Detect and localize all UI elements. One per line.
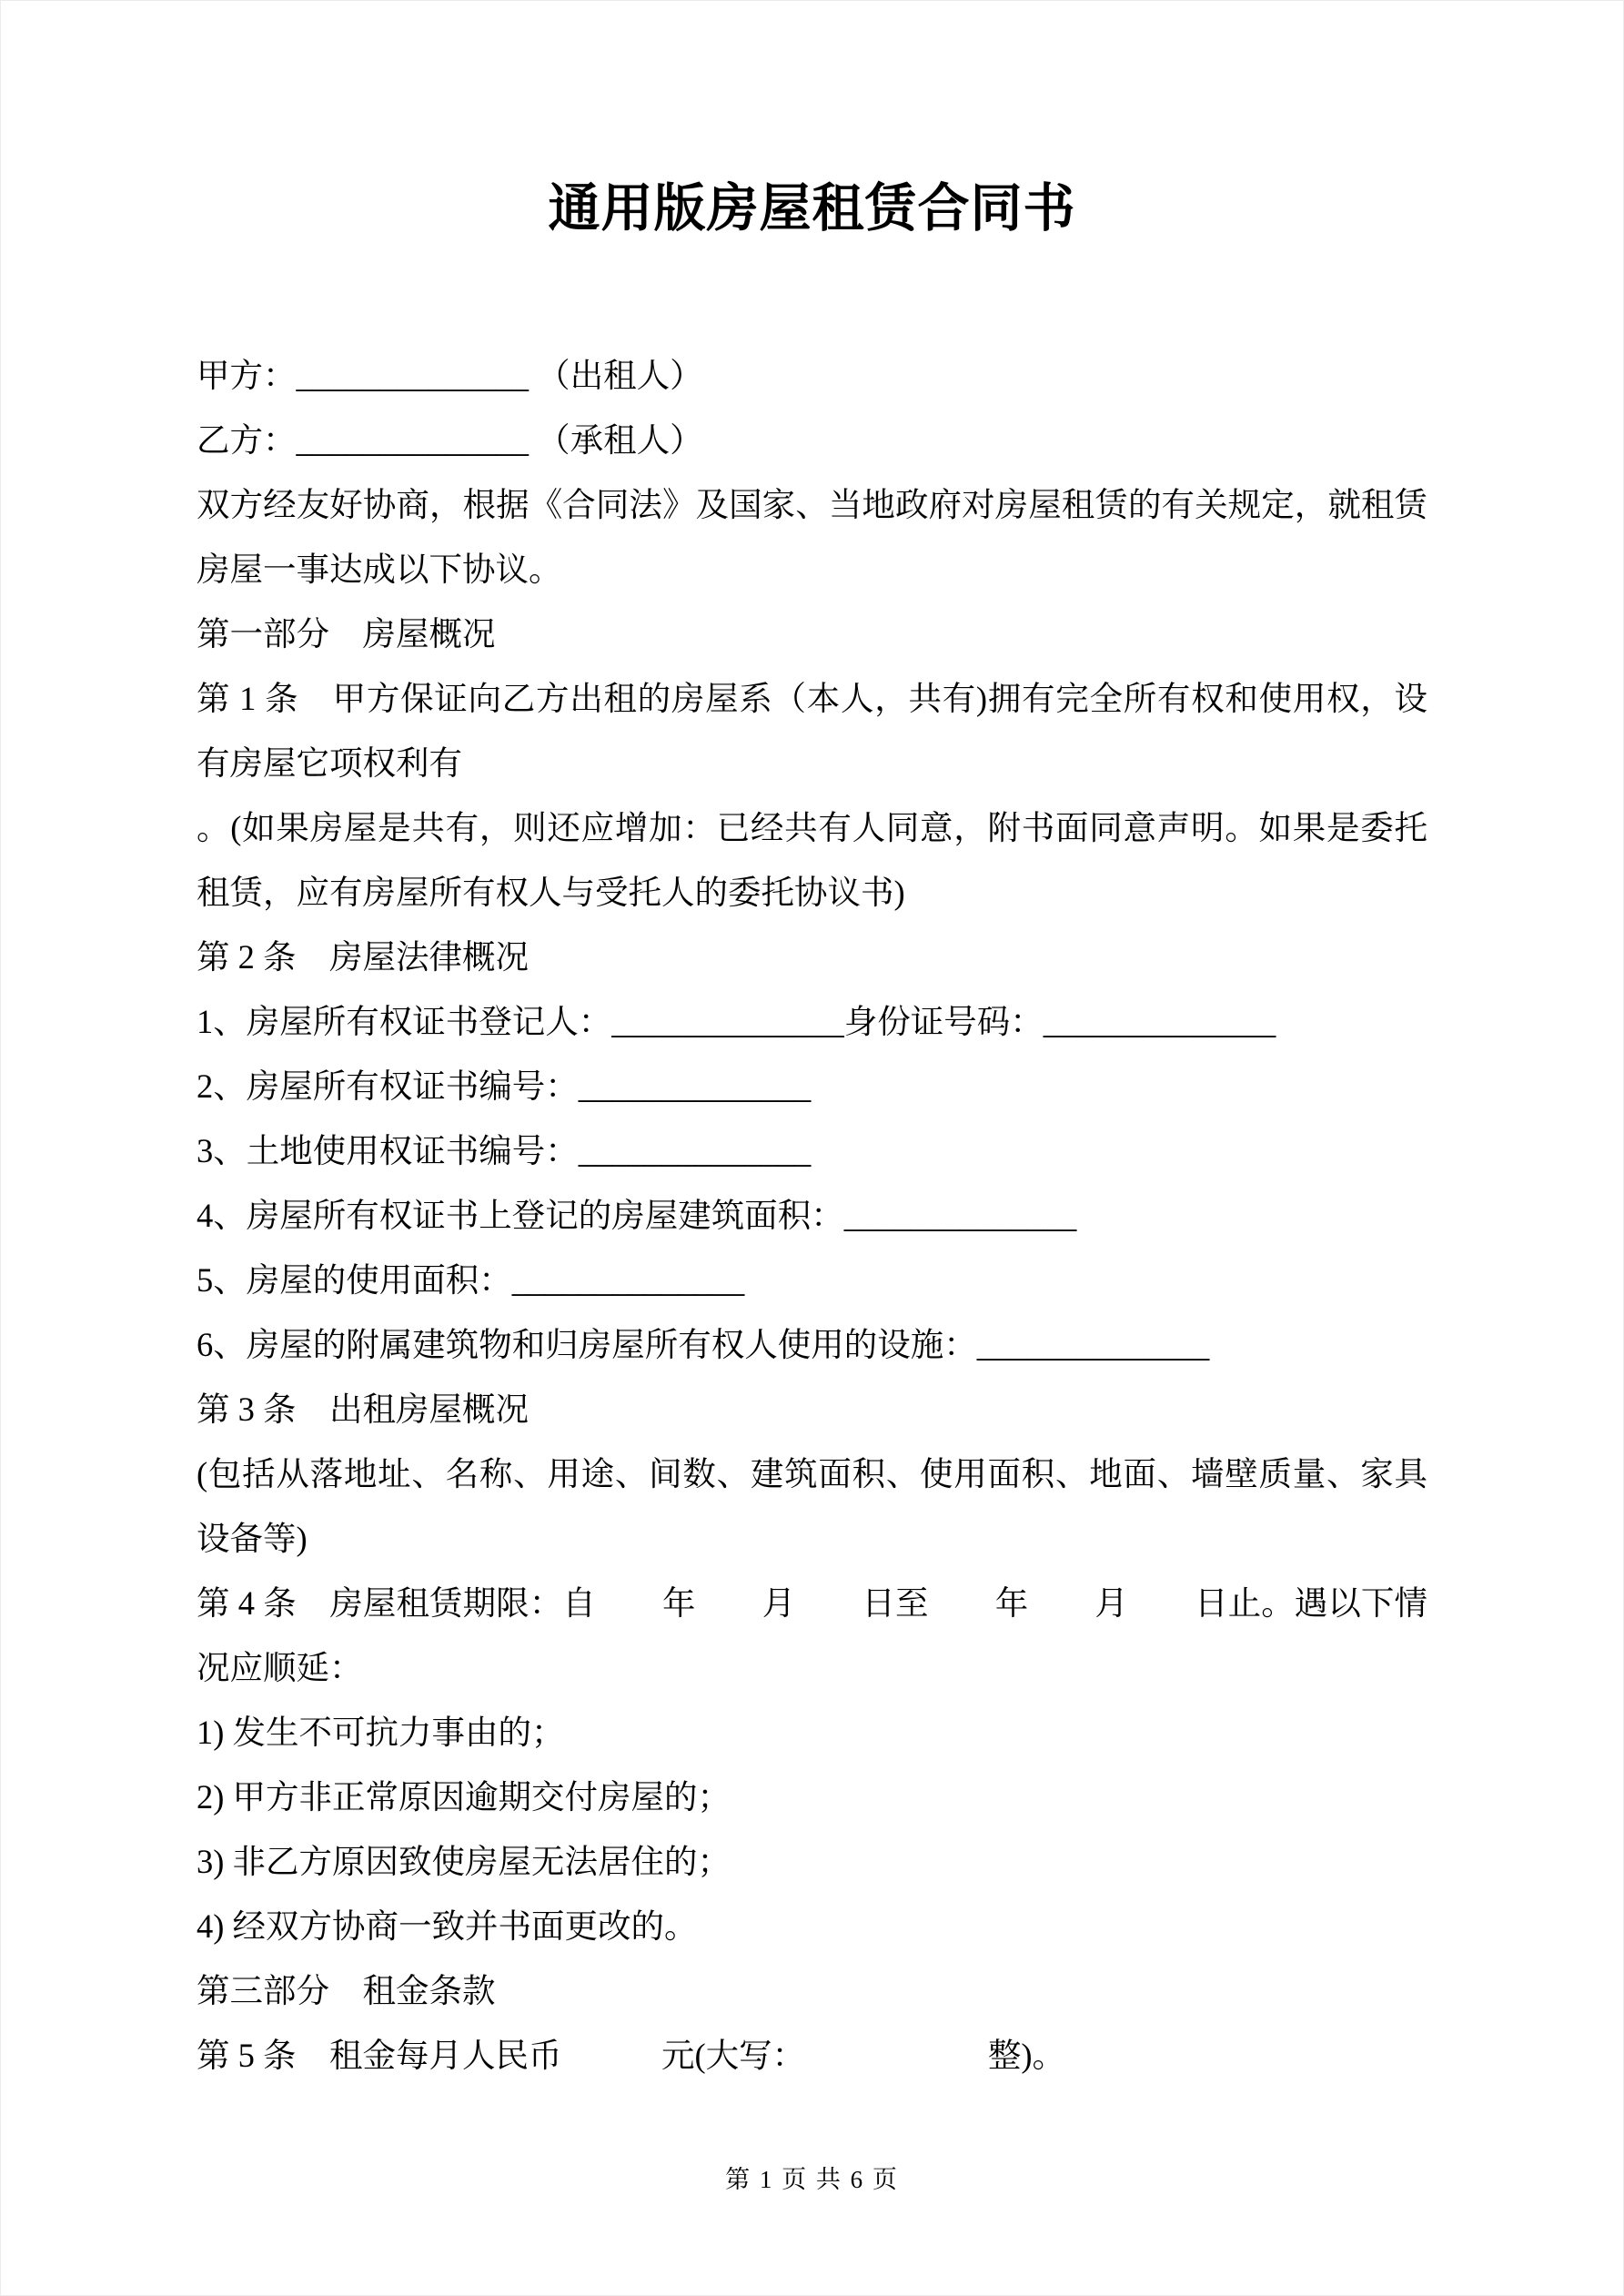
section-3-heading: 第三部分 租金条款: [197, 1972, 496, 2009]
party-a-line: 甲方：______________ （出租人）: [197, 357, 703, 394]
clause-2-item-1: 1、房屋所有权证书登记人：______________身份证号码：______________: [197, 1003, 1276, 1040]
clause-2-item-4: 4、房屋所有权证书上登记的房屋建筑面积：______________: [197, 1197, 1077, 1234]
page-footer: 第 1 页 共 6 页: [725, 2166, 899, 2193]
clause-2-item-2: 2、房屋所有权证书编号：______________: [197, 1067, 812, 1105]
clause-3-note: (包括从落地址、名称、用途、间数、建筑面积、使用面积、地面、墙壁质量、家具设备等): [197, 1455, 1427, 1557]
clause-1-note: 。(如果房屋是共有，则还应增加：已经共有人同意，附书面同意声明。如果是委托租赁，应有房屋所有权人与受托人的委托协议书): [197, 809, 1427, 911]
clause-2-heading: 第 2 条 房屋法律概况: [197, 938, 529, 976]
clause-4-item-3: 3) 非乙方原因致使房屋无法居住的；: [197, 1843, 731, 1880]
party-b-line: 乙方：______________ （承租人）: [197, 421, 703, 459]
section-1-heading: 第一部分 房屋概况: [197, 615, 496, 652]
clause-2-item-5: 5、房屋的使用面积：______________: [197, 1261, 745, 1299]
document-body: [197, 343, 1427, 2088]
preamble: 双方经友好协商，根据《合同法》及国家、当地政府对房屋租赁的有关规定，就租赁房屋一事达成以下协议。: [197, 486, 1427, 588]
clause-2-item-6: 6、房屋的附属建筑物和归房屋所有权人使用的设施：______________: [197, 1326, 1210, 1363]
clause-4-item-1: 1) 发生不可抗力事由的；: [197, 1714, 565, 1751]
clause-3-heading: 第 3 条 出租房屋概况: [197, 1391, 529, 1428]
clause-4-item-4: 4) 经双方协商一致并书面更改的。: [197, 1907, 698, 1945]
clause-4: 第 4 条 房屋租赁期限：自 年 月 日至 年 月 日止。遇以下情况应顺延：: [197, 1584, 1427, 1686]
clause-2-item-3: 3、土地使用权证书编号：______________: [197, 1132, 812, 1169]
document-title: 通用版房屋租赁合同书: [548, 180, 1076, 238]
clause-5: 第 5 条 租金每月人民币 元(大写： 整)。: [197, 2037, 1066, 2074]
clause-4-item-2: 2) 甲方非正常原因逾期交付房屋的；: [197, 1778, 731, 1816]
clause-1: 第 1 条 甲方保证向乙方出租的房屋系（本人，共有)拥有完全所有权和使用权，设有房屋它项权利有: [197, 680, 1427, 782]
